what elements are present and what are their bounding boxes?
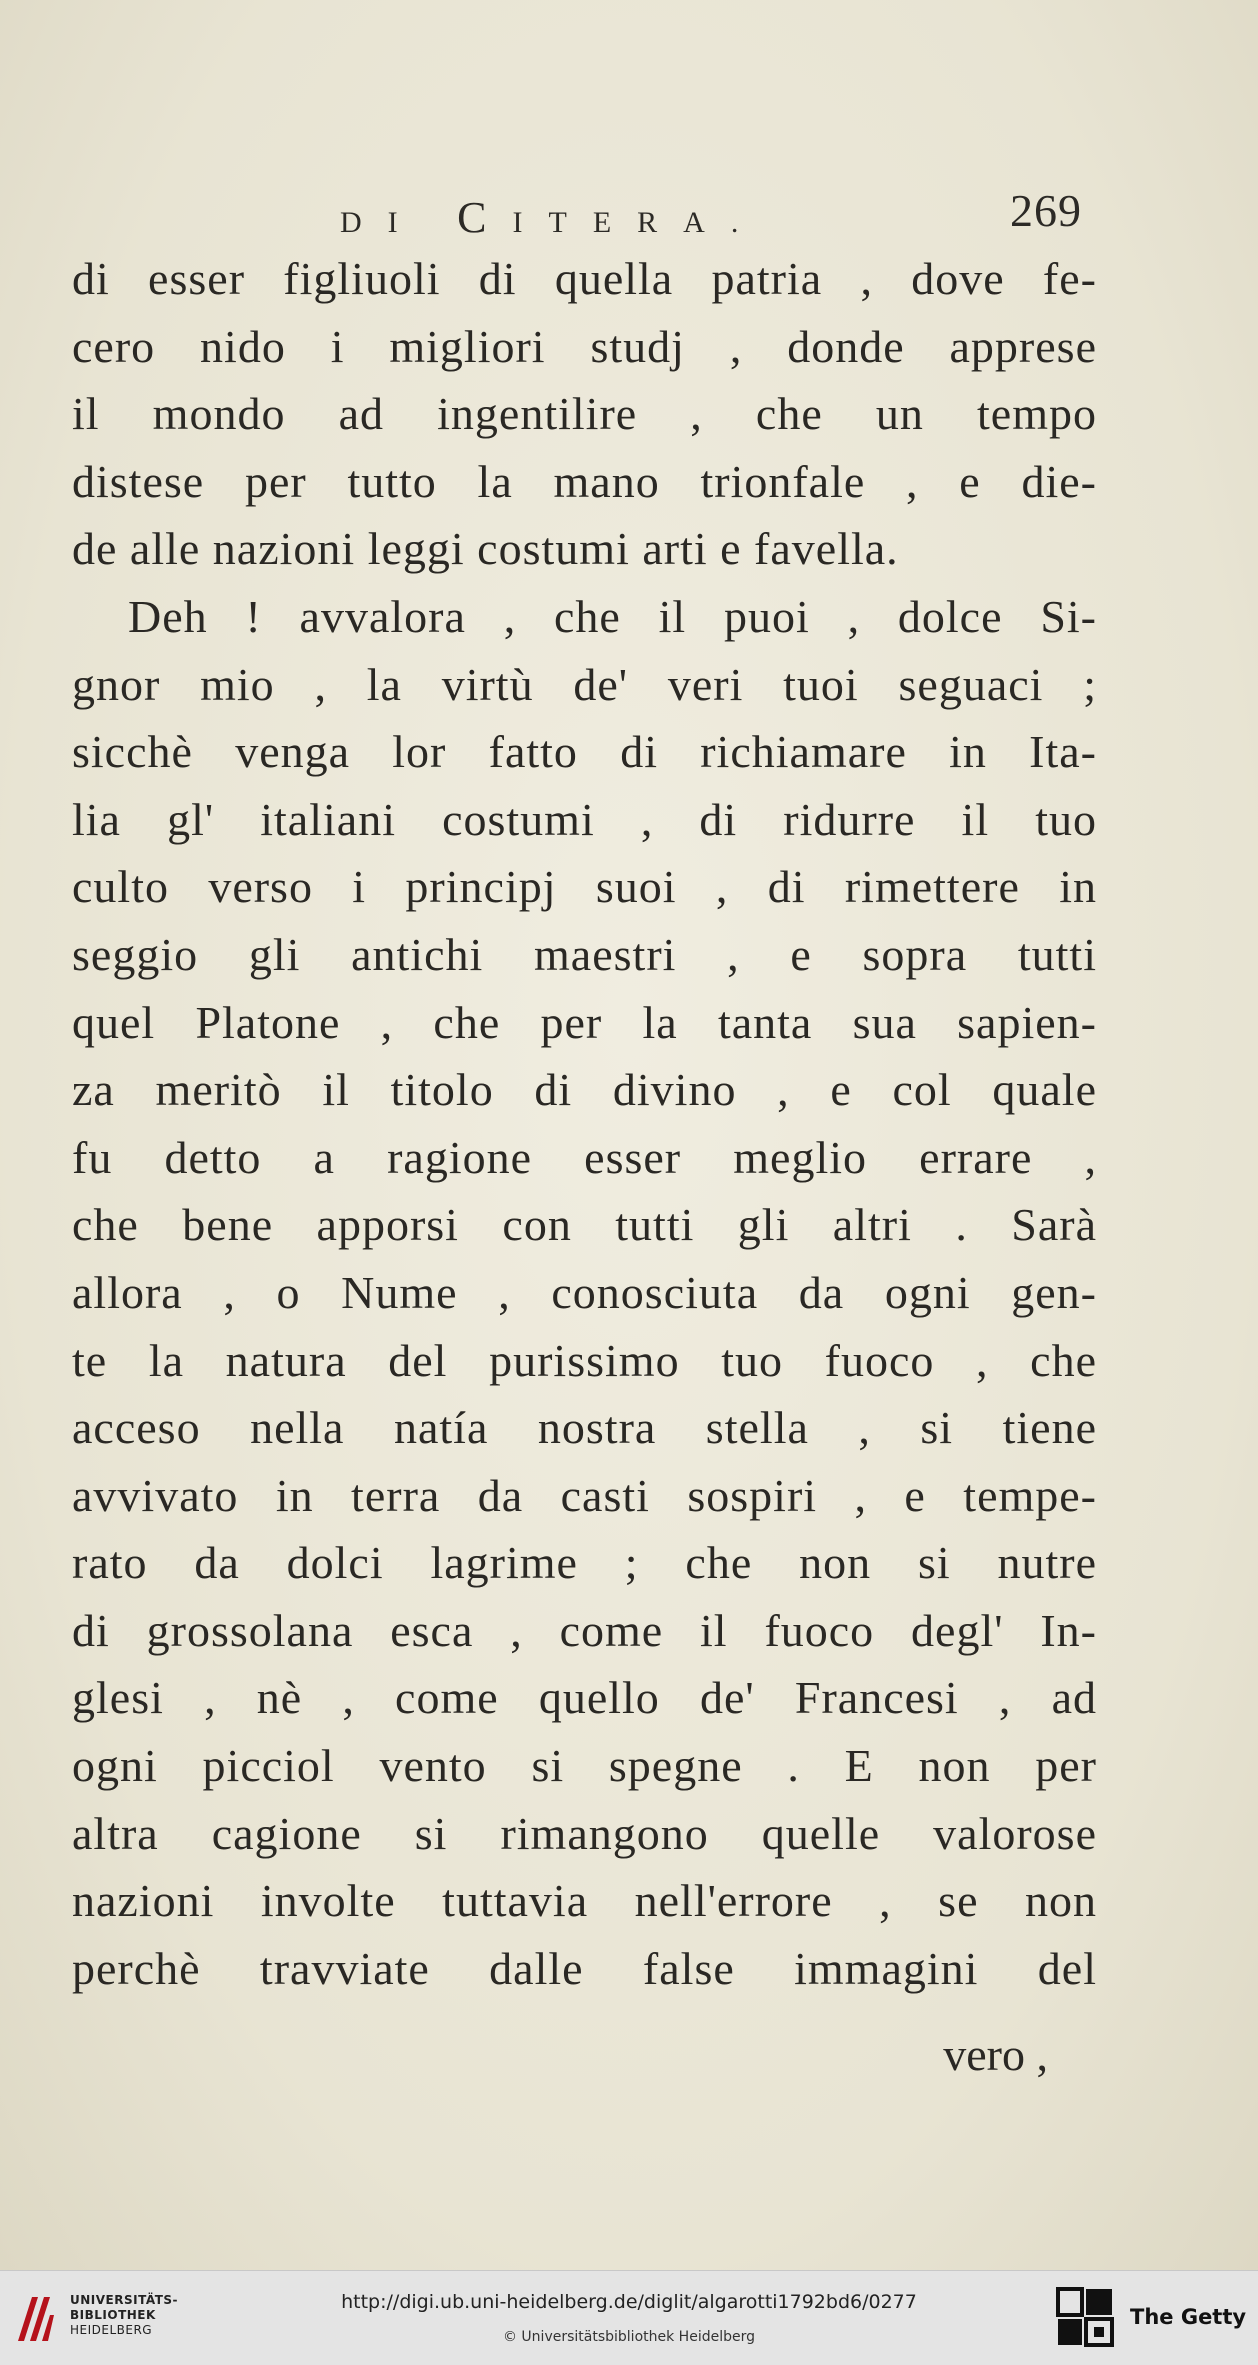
getty-name: The Getty [1130, 2305, 1247, 2329]
footer-bar [0, 2270, 1258, 2365]
running-title-capital: C [457, 193, 513, 242]
text-line: seggio gli antichi maestri , e sopra tutti [72, 928, 1097, 980]
text-line: gnor mio , la virtù de' veri tuoi seguaci ; [72, 658, 1097, 710]
text-line: di esser figliuoli di quella patria , dove fe- [72, 253, 1097, 304]
text-line: cero nido i migliori studj , donde apprese [72, 320, 1097, 372]
text-line: altra cagione si rimangono quelle valorose [72, 1807, 1097, 1859]
text-line: allora , o Nume , conosciuta da ogni gen- [72, 1266, 1097, 1318]
text-line: sicchè venga lor fatto di richiamare in Ita- [72, 726, 1097, 778]
text-line: ogni picciol vento si spegne . E non per [72, 1740, 1097, 1792]
page-number: 269 [1010, 185, 1082, 236]
text-line: avvivato in terra da casti sospiri , e tempe- [72, 1469, 1097, 1521]
running-title-rest: ITERA. [512, 206, 765, 239]
text-line: za meritò il titolo di divino , e col quale [72, 1064, 1097, 1116]
text-line: lia gl' italiani costumi , di ridurre il tuo [72, 793, 1097, 845]
copyright-notice: © Universitätsbibliothek Heidelberg [502, 2329, 755, 2345]
text-line: distese per tutto la mano trionfale , e die- [72, 455, 1097, 507]
body-text [72, 245, 1097, 2002]
text-line: te la natura del purissimo tuo fuoco , che [72, 1334, 1097, 1386]
text-line: quel Platone , che per la tanta sua sapien- [72, 996, 1097, 1048]
text-line: glesi , nè , come quello de' Francesi , ad [72, 1672, 1097, 1724]
library-name-line: HEIDELBERG [70, 2323, 153, 2337]
text-line: nazioni involte tuttavia nell'errore , se non [72, 1875, 1097, 1927]
catchword: vero , [943, 2029, 1048, 2080]
text-line: di grossolana esca , come il fuoco degl' In- [72, 1604, 1097, 1656]
permalink-url[interactable]: http://digi.ub.uni-heidelberg.de/diglit/algarotti1792bd6/0277 [341, 2291, 917, 2313]
library-name-line: BIBLIOTHEK [70, 2308, 156, 2322]
page-header [340, 184, 1100, 244]
text-line: che bene apporsi con tutti gli altri . Sarà [72, 1199, 1097, 1251]
library-name-line: UNIVERSITÄTS- [70, 2293, 179, 2307]
getty-logo-icon [1056, 2287, 1114, 2349]
text-line: de alle nazioni leggi costumi arti e favella. [72, 523, 899, 575]
text-line: perchè travviate dalle false immagini del [72, 1942, 1097, 1994]
running-title [340, 192, 764, 243]
text-line: il mondo ad ingentilire , che un tempo [72, 388, 1097, 440]
text-line: fu detto a ragione esser meglio errare , [72, 1131, 1097, 1183]
text-line: Deh ! avvalora , che il puoi , dolce Si- [128, 590, 1097, 642]
text-line: culto verso i principj suoi , di rimettere in [72, 861, 1097, 913]
text-line: rato da dolci lagrime ; che non si nutre [72, 1537, 1097, 1589]
text-line: acceso nella natía nostra stella , si tiene [72, 1402, 1097, 1454]
running-title-prefix: DI [340, 206, 424, 239]
